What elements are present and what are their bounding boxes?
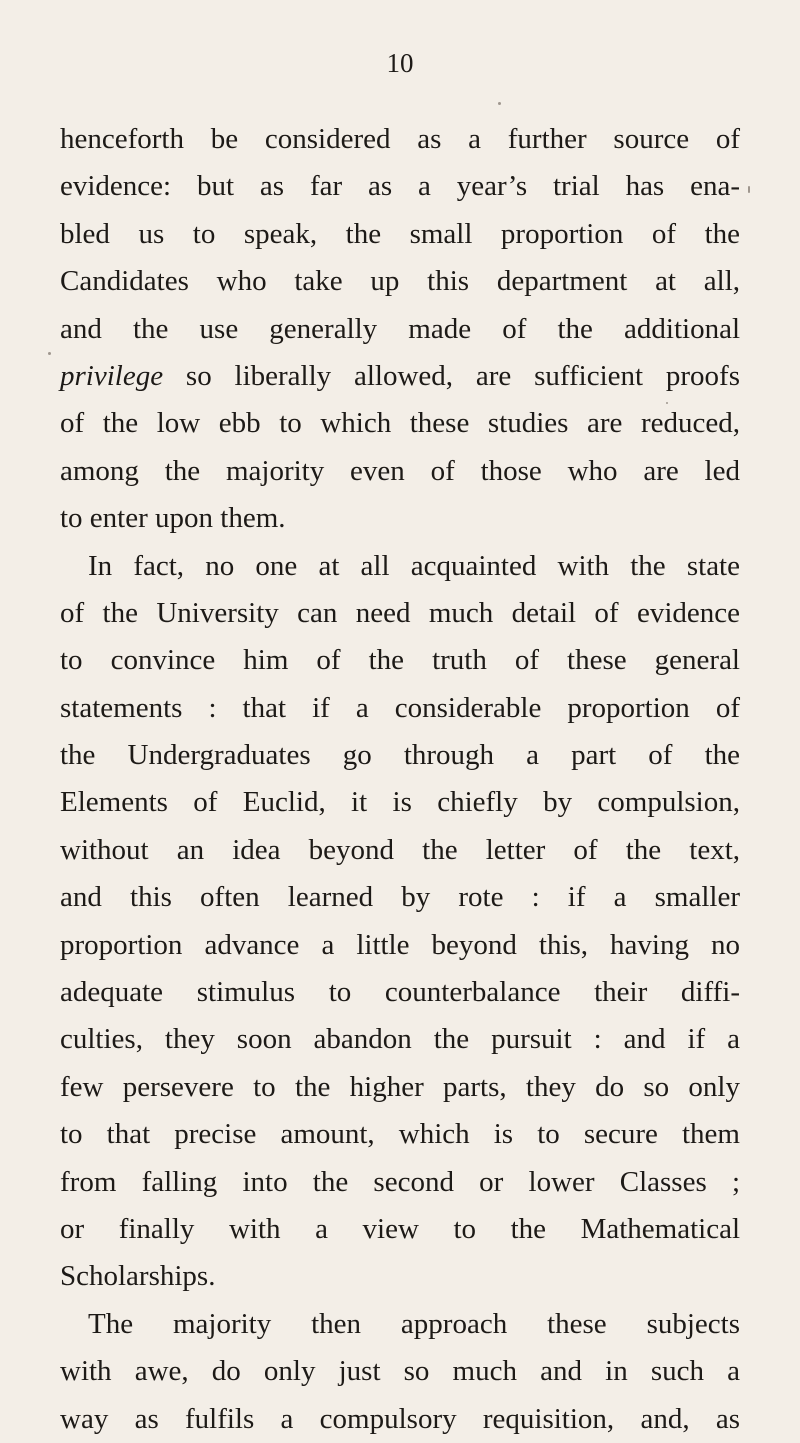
text-line-22: to that precise amount, which is to secure them [60,1118,740,1151]
text-line-6-rest: so liberally allowed, are sufficient proofs [163,359,740,392]
text-line-13: statements : that if a considerable proportion of [60,691,740,724]
paper-speck [666,402,668,404]
text-line-17: and this often learned by rote : if a smaller [60,881,740,914]
text-line-19: adequate stimulus to counterbalance their diffi- [60,976,740,1009]
text-line-5: and the use generally made of the additional [60,312,740,345]
text-line-1: henceforth be considered as a further source of [60,123,740,155]
text-line-15: Elements of Euclid, it is chiefly by compulsion, [60,786,740,819]
text-line-10: In fact, no one at all acquainted with the state [88,549,740,582]
text-line-7: of the low ebb to which these studies are reduced, [60,407,740,440]
text-line-8: among the majority even of those who are led [60,454,740,487]
paper-speck [48,352,51,355]
text-line-14: the Undergraduates go through a part of the [60,739,740,772]
text-line-9: to enter upon them. [60,502,286,535]
text-line-2: evidence: but as far as a year’s trial has ena- [60,170,740,203]
text-line-25: Scholarships. [60,1260,216,1293]
text-line-4: Candidates who take up this department at all, [60,265,740,298]
text-line-20: culties, they soon abandon the pursuit : and if a [60,1023,740,1056]
body-text [60,116,740,1443]
text-line-26: The majority then approach these subjects [88,1307,740,1340]
text-line-16: without an idea beyond the letter of the text, [60,833,740,866]
text-line-21: few persevere to the higher parts, they do so only [60,1070,740,1103]
text-line-23: from falling into the second or lower Classes ; [60,1165,740,1198]
text-line-3: bled us to speak, the small proportion of the [60,217,740,250]
text-line-11: of the University can need much detail of evidence [60,596,740,629]
paper-speck [498,102,501,105]
text-line-6 [60,353,740,400]
italic-word-privilege: privilege [60,359,164,392]
paper-speck [748,186,750,193]
text-line-27: with awe, do only just so much and in such a [60,1355,740,1388]
text-line-12: to convince him of the truth of these general [60,644,740,677]
page-number: 10 [386,48,414,78]
text-line-28: way as fulfils a compulsory requisition, and, as [60,1402,740,1435]
text-line-24: or finally with a view to the Mathematical [60,1212,740,1245]
text-line-18: proportion advance a little beyond this, having no [60,928,740,961]
